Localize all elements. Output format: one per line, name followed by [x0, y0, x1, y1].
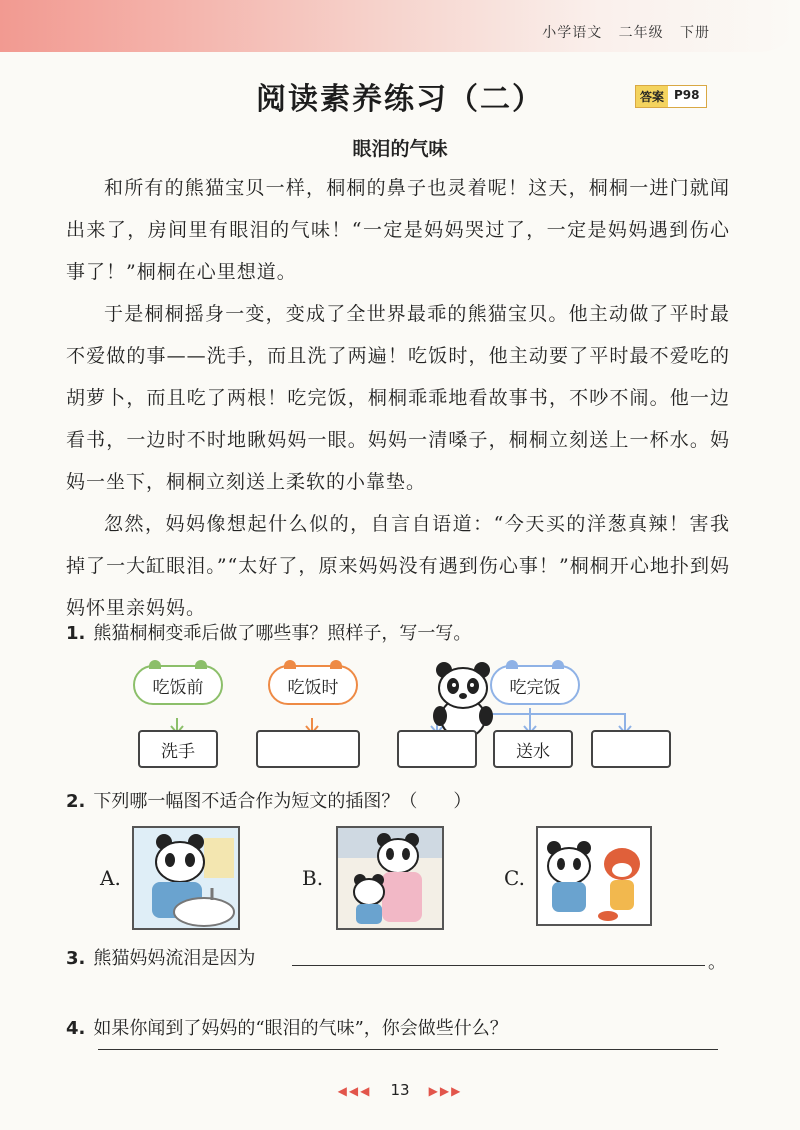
answer-badge [635, 85, 707, 108]
answer-box-3[interactable] [397, 730, 477, 768]
bubble-label: 吃完饭 [509, 677, 561, 698]
story-paragraph-3: 忽然，妈妈像想起什么似的，自言自语道：“今天买的洋葱真辣！害我掉了一大缸眼泪。”“太好了，原来妈妈没有遇到伤心事！”桐桐开心地扑到妈妈怀里亲妈妈。 [66, 513, 730, 619]
option-b-label[interactable]: B. [302, 866, 324, 890]
subject-label: 小学语文 [542, 25, 603, 41]
question-number: 1. [66, 623, 86, 644]
box-text: 送水 [516, 741, 550, 762]
panda-with-mother-icon [338, 828, 442, 928]
option-c-image[interactable] [536, 826, 652, 926]
prev-arrows-icon: ◀◀◀ [337, 1084, 372, 1098]
question-text: 熊猫桐桐变乖后做了哪些事？照样子，写一写。 [93, 623, 472, 644]
answer-line-q3[interactable] [292, 965, 705, 966]
page-title: 阅读素养练习（二） [256, 82, 544, 117]
grade-label: 二年级 [618, 25, 664, 41]
volume-label: 下册 [680, 25, 710, 41]
answer-label: 答案 [636, 86, 668, 107]
answer-line-q4[interactable] [98, 1049, 718, 1050]
question-number: 3. [66, 948, 86, 969]
question-text: 如果你闻到了妈妈的“眼泪的气味”，你会做些什么？ [93, 1018, 508, 1039]
answer-box-4[interactable] [493, 730, 573, 768]
question-3 [66, 944, 255, 970]
option-a-image[interactable] [132, 826, 240, 930]
question-number: 2. [66, 791, 86, 812]
question-2 [66, 787, 471, 813]
page-number: 13 [390, 1081, 410, 1099]
story-paragraph-2: 于是桐桐摇身一变，变成了全世界最乖的熊猫宝贝。他主动做了平时最不爱做的事——洗手，而且洗了两遍！吃饭时，他主动要了平时最不爱吃的胡萝卜，而且吃了两根！吃完饭，桐桐乖乖地看故事书，不吵不闹。他一边看书，一边时不时地瞅妈妈一眼。妈妈一清嗓子，桐桐立刻送上一杯水。妈妈一坐下，桐桐立刻送上柔软的小靠垫。 [66, 303, 730, 493]
bubble-during-meal [268, 665, 358, 705]
question-4 [66, 1014, 508, 1040]
bubble-after-meal [490, 665, 580, 705]
panda-washing-hands-icon [134, 828, 238, 928]
answer-box-5[interactable] [591, 730, 671, 768]
page-footer [0, 1080, 800, 1099]
panda-with-red-panda-icon [538, 828, 650, 924]
sentence-end: 。 [708, 952, 726, 973]
question-number: 4. [66, 1018, 86, 1039]
bubble-label: 吃饭时 [287, 677, 339, 698]
story-paragraph-1: 和所有的熊猫宝贝一样，桐桐的鼻子也灵着呢！这天，桐桐一进门就闻出来了，房间里有眼泪的气味！“一定是妈妈哭过了，一定是妈妈遇到伤心事了！”桐桐在心里想道。 [66, 177, 730, 283]
story-title: 眼泪的气味 [352, 138, 448, 160]
question-text: 下列哪一幅图不适合作为短文的插图？（ ） [93, 791, 472, 812]
question-text: 熊猫妈妈流泪是因为 [93, 948, 256, 969]
answer-box-1[interactable] [138, 730, 218, 768]
option-a-label[interactable]: A. [100, 866, 121, 890]
option-c-label[interactable]: C. [504, 866, 525, 890]
book-info [542, 22, 710, 42]
bubble-before-meal [133, 665, 223, 705]
question-1 [66, 619, 471, 645]
option-b-image[interactable] [336, 826, 444, 930]
answer-page: P98 [668, 86, 706, 107]
answer-box-2[interactable] [256, 730, 360, 768]
next-arrows-icon: ▶▶▶ [428, 1084, 463, 1098]
bubble-label: 吃饭前 [152, 677, 204, 698]
panda-icon [432, 660, 494, 740]
box-text: 洗手 [161, 741, 195, 762]
